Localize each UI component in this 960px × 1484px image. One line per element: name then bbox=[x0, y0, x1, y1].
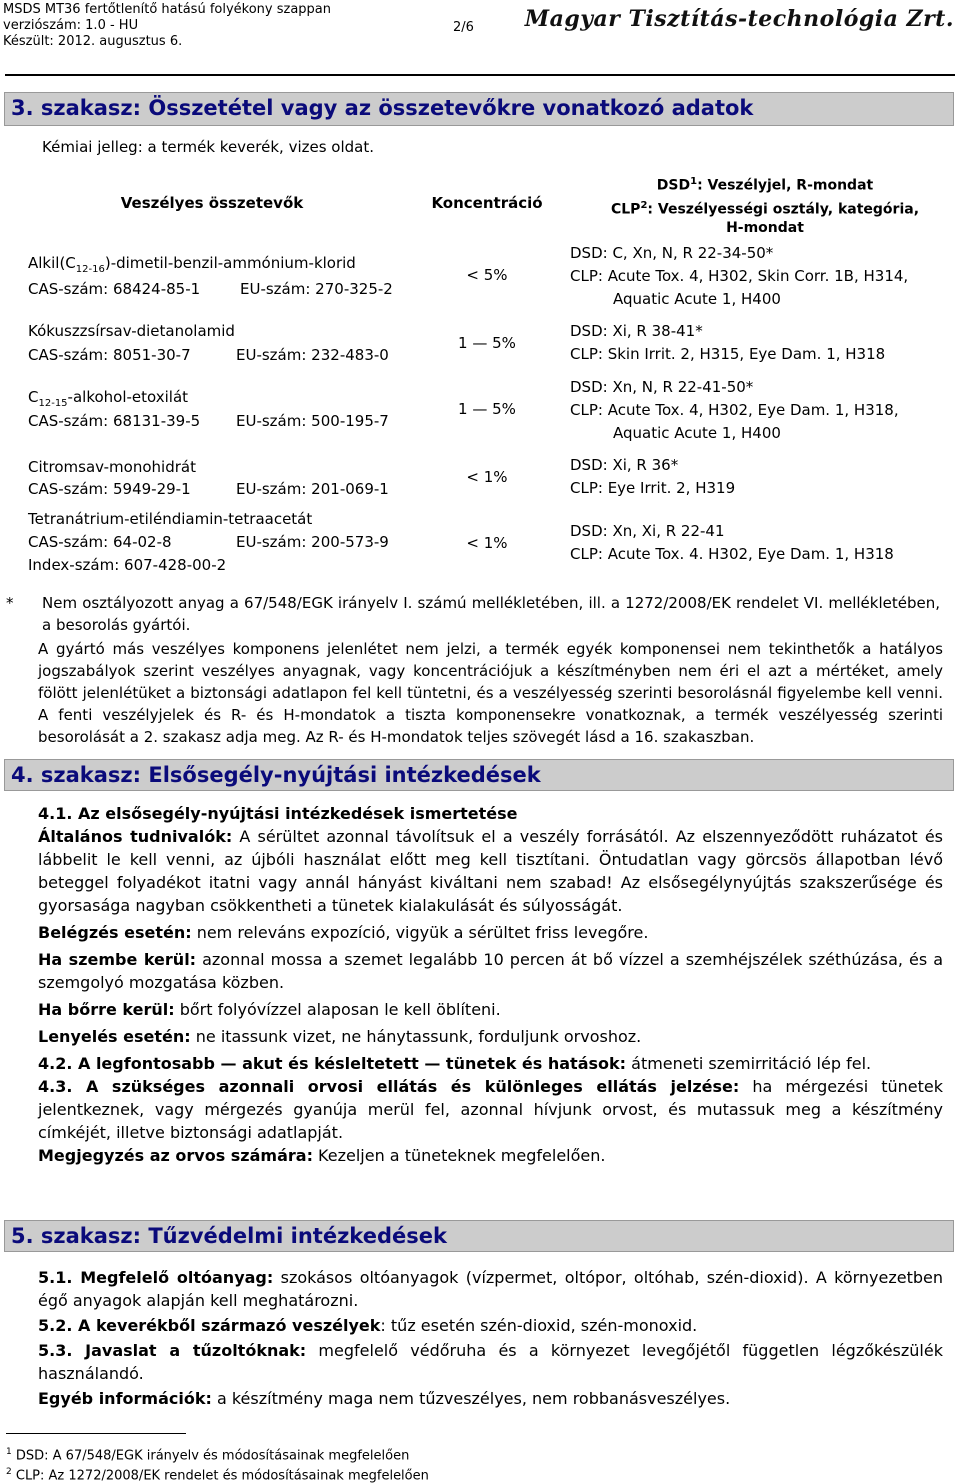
subsection-5-1 bbox=[38, 1266, 943, 1312]
cas-number: CAS-szám: 64-02-8 bbox=[28, 533, 172, 551]
footnote-2-number: 2 bbox=[6, 1467, 12, 1477]
name-part: Alkil(C bbox=[28, 254, 76, 272]
subsection-4-2-label: 4.2. A legfontosabb — akut és késleltetett — tünetek és hatások: bbox=[38, 1054, 627, 1073]
footnote-ref-2: 2 bbox=[640, 199, 648, 211]
subsection-5-1-label: 5.1. Megfelelő oltóanyag: bbox=[38, 1268, 274, 1287]
page-number: 2/6 bbox=[453, 20, 474, 35]
subsection-5-3-label: 5.3. Javaslat a tűzoltóknak: bbox=[38, 1341, 307, 1360]
name-subscript: 12-15 bbox=[38, 398, 68, 409]
clp-desc-2: H-mondat bbox=[726, 220, 804, 237]
footnote-ref-1: 1 bbox=[690, 176, 698, 187]
subsection-5-2-text: : tűz esetén szén-dioxid, szén-monoxid. bbox=[380, 1316, 698, 1335]
section-3-heading: 3. szakasz: Összetétel vagy az összetevőkre vonatkozó adatok bbox=[4, 92, 954, 126]
inhalation-label: Belégzés esetén: bbox=[38, 923, 192, 942]
clp-label: CLP bbox=[610, 201, 641, 218]
dsd-desc: : Veszélyjel, R-mondat bbox=[697, 177, 874, 194]
subsection-4-2 bbox=[38, 1052, 943, 1075]
clp-class: CLP: Skin Irrit. 2, H315, Eye Dam. 1, H318 bbox=[570, 345, 886, 363]
subsection-5-1-text: szokásos oltóanyagok (vízpermet, oltópor, oltóhab, szén-dioxid). A környezetben égő anyagok alapján kell meghatározni. bbox=[38, 1268, 944, 1310]
cas-number: CAS-szám: 5949-29-1 bbox=[28, 480, 191, 498]
other-label: Egyéb információk: bbox=[38, 1389, 212, 1408]
section-4-heading: 4. szakasz: Elsősegély-nyújtási intézkedések bbox=[4, 759, 954, 791]
header-divider bbox=[5, 74, 955, 76]
footnote-divider bbox=[6, 1433, 186, 1434]
doctor-note bbox=[38, 1144, 943, 1167]
header-date: Készült: 2012. augusztus 6. bbox=[3, 34, 183, 49]
col-header-classification bbox=[570, 172, 960, 238]
doctor-label: Megjegyzés az orvos számára: bbox=[38, 1146, 313, 1165]
concentration: < 1% bbox=[466, 534, 508, 552]
skin-contact bbox=[38, 998, 943, 1021]
eu-number: EU-szám: 201-069-1 bbox=[236, 480, 389, 498]
cas-number: CAS-szám: 68424-85-1 bbox=[28, 280, 201, 298]
header-version: verziószám: 1.0 - HU bbox=[3, 18, 139, 33]
dsd-label: DSD bbox=[656, 177, 691, 194]
concentration: 1 — 5% bbox=[458, 334, 516, 352]
col-header-concentration: Koncentráció bbox=[431, 194, 543, 212]
name-part: )-dimetil-benzil-ammónium-klorid bbox=[104, 254, 356, 272]
subsection-4-3-label: 4.3. A szükséges azonnali orvosi ellátás és különleges ellátás jelzése: bbox=[38, 1077, 740, 1096]
composition-table bbox=[22, 168, 960, 588]
ingestion-label: Lenyelés esetén: bbox=[38, 1027, 191, 1046]
dsd-class: DSD: Xi, R 38-41* bbox=[570, 322, 703, 340]
dsd-class: DSD: Xn, N, R 22-41-50* bbox=[570, 378, 754, 396]
other-info bbox=[38, 1387, 943, 1410]
classification bbox=[570, 320, 960, 366]
classification bbox=[570, 376, 960, 445]
skin-text: bőrt folyóvízzel alaposan le kell öblíteni. bbox=[174, 1000, 501, 1019]
cas-number: CAS-szám: 8051-30-7 bbox=[28, 346, 191, 364]
footnote-2-text: CLP: Az 1272/2008/EK rendelet és módosításainak megfelelően bbox=[11, 1468, 429, 1484]
inhalation-text: nem releváns expozíció, vigyük a sérültet friss levegőre. bbox=[191, 923, 649, 942]
doctor-text: Kezeljen a tüneteknek megfelelően. bbox=[312, 1146, 606, 1165]
section-5-body bbox=[38, 1266, 943, 1410]
name-part: C bbox=[28, 388, 39, 406]
general-label: Általános tudnivalók: bbox=[38, 827, 233, 846]
section-4-body bbox=[38, 802, 943, 1167]
footnote-1-text: DSD: A 67/548/EGK irányelv és módosításainak megfelelően bbox=[11, 1448, 410, 1464]
subsection-5-2 bbox=[38, 1314, 943, 1337]
name-part: -alkohol-etoxilát bbox=[67, 388, 189, 406]
ingestion-text: ne itassunk vizet, ne hánytassunk, forduljunk orvoshoz. bbox=[190, 1027, 642, 1046]
clp-class: CLP: Eye Irrit. 2, H319 bbox=[570, 479, 736, 497]
clp-class-cont: Aquatic Acute 1, H400 bbox=[613, 424, 781, 442]
subsection-4-1-title: 4.1. Az elsősegély-nyújtási intézkedések ismertetése bbox=[38, 804, 518, 823]
footnote-1-number: 1 bbox=[6, 1447, 12, 1457]
subsection-4-2-text: átmeneti szemirritáció lép fel. bbox=[626, 1054, 872, 1073]
dsd-class: DSD: Xn, Xi, R 22-41 bbox=[570, 522, 725, 540]
component-name bbox=[28, 252, 356, 281]
clp-class: CLP: Acute Tox. 4, H302, Skin Corr. 1B, H314, bbox=[570, 267, 909, 285]
header-doc-info bbox=[3, 2, 331, 50]
note-manufacturer: A gyártó más veszélyes komponens jelenlétet nem jelzi, a termék egyék komponensei nem tekinthetők a hatályos jogszabályok szerint veszélyes anyagnak, vagy koncentrációjuk a készítményben nem éri el azt a mértéket, amely fölött jelenlétüket a biztonsági adatlapon fel kell tüntetni, és a veszélyesség szerinti besorolásnál figyelembe kell venni. A fenti veszélyjelek és R- és H-mondatok a tiszta komponensekre vonatkoznak, a termék veszélyesség szerinti besorolását a 2. szakasz adja meg. Az R- és H-mondatok teljes szövegét lásd a 16. szakaszban. bbox=[38, 640, 943, 746]
eu-number: EU-szám: 500-195-7 bbox=[236, 412, 389, 430]
concentration: < 5% bbox=[466, 266, 508, 284]
dsd-class: DSD: Xi, R 36* bbox=[570, 456, 679, 474]
eu-number: EU-szám: 200-573-9 bbox=[236, 533, 389, 551]
skin-label: Ha bőrre kerül: bbox=[38, 1000, 175, 1019]
component-name: Kókuszzsírsav-dietanolamid bbox=[28, 322, 235, 340]
general-info bbox=[38, 825, 943, 917]
component-name: Tetranátrium-etiléndiamin-tetraacetát bbox=[28, 510, 313, 528]
name-subscript: 12-16 bbox=[75, 264, 105, 275]
company-logo: Magyar Tisztítás-technológia Zrt. bbox=[524, 6, 954, 32]
subsection-5-2-label: 5.2. A keverékből származó veszélyek bbox=[38, 1316, 381, 1335]
eye-text: azonnal mossa a szemet legalább 10 percen át bő vízzel a szemhéjszélek széthúzása, és a szemgolyó mozgatása közben. bbox=[38, 950, 944, 992]
clp-class: CLP: Acute Tox. 4, H302, Eye Dam. 1, H318, bbox=[570, 401, 899, 419]
subsection-4-3 bbox=[38, 1075, 943, 1144]
clp-desc: : Veszélyességi osztály, kategória, bbox=[647, 201, 920, 218]
section-5-heading: 5. szakasz: Tűzvédelmi intézkedések bbox=[4, 1220, 954, 1252]
subsection-4-3-text: ha mérgezési tünetek jelentkeznek, vagy mérgezés gyanúja merül fel, azonnal hívjunk orvost, és mutassuk meg a készítmény címkéjét, illetve biztonsági adatlapját. bbox=[38, 1077, 943, 1142]
header-doc-title: MSDS MT36 fertőtlenítő hatású folyékony szappan bbox=[3, 2, 332, 17]
classification bbox=[570, 520, 960, 566]
concentration: < 1% bbox=[466, 468, 508, 486]
classification bbox=[570, 454, 960, 500]
col-header-components: Veszélyes összetevők bbox=[120, 194, 304, 212]
footnote-1 bbox=[6, 1444, 409, 1464]
ingestion bbox=[38, 1025, 943, 1048]
concentration: 1 — 5% bbox=[458, 400, 516, 418]
eye-contact bbox=[38, 948, 943, 994]
note-star: * bbox=[6, 594, 14, 612]
classification bbox=[570, 242, 960, 311]
page-header bbox=[0, 0, 960, 60]
general-text: A sérültet azonnal távolítsuk el a veszély forrásától. Az elszennyeződött ruházatot és lábbelit le kell venni, az újbóli használat előtt meg kell tisztítani. Öntudatlan vagy görcsös állapotban lévő beteggel folyadékot itatni vagy annál hányást kiváltani nem szabad! Az elsősegélynyújtás szakszerűsége és gyorsasága nagyban csökkentheti a tünetek kialakulását és súlyosságát. bbox=[38, 827, 944, 915]
eu-number: EU-szám: 232-483-0 bbox=[236, 346, 389, 364]
component-name: Citromsav-monohidrát bbox=[28, 458, 196, 476]
subsection-5-3-text: megfelelő védőruha és a környezet levegőjétől független légzőkészülék használandó. bbox=[38, 1341, 943, 1383]
note-unclassified: Nem osztályozott anyag a 67/548/EGK irányelv I. számú mellékletében, ill. a 1272/2008/EK rendelet VI. mellékletében, a besorolás gyártói. bbox=[42, 594, 940, 634]
footnote-2 bbox=[6, 1464, 429, 1484]
cas-number: CAS-szám: 68131-39-5 bbox=[28, 412, 201, 430]
chemical-nature: Kémiai jelleg: a termék keverék, vizes oldat. bbox=[42, 138, 375, 156]
dsd-class: DSD: C, Xn, N, R 22-34-50* bbox=[570, 244, 774, 262]
clp-class-cont: Aquatic Acute 1, H400 bbox=[613, 290, 781, 308]
subsection-5-3 bbox=[38, 1339, 943, 1385]
eu-number: EU-szám: 270-325-2 bbox=[240, 280, 393, 298]
other-text: a készítmény maga nem tűzveszélyes, nem robbanásveszélyes. bbox=[211, 1389, 731, 1408]
index-number: Index-szám: 607-428-00-2 bbox=[28, 556, 227, 574]
inhalation bbox=[38, 921, 943, 944]
clp-class: CLP: Acute Tox. 4. H302, Eye Dam. 1, H318 bbox=[570, 545, 894, 563]
eye-label: Ha szembe kerül: bbox=[38, 950, 197, 969]
